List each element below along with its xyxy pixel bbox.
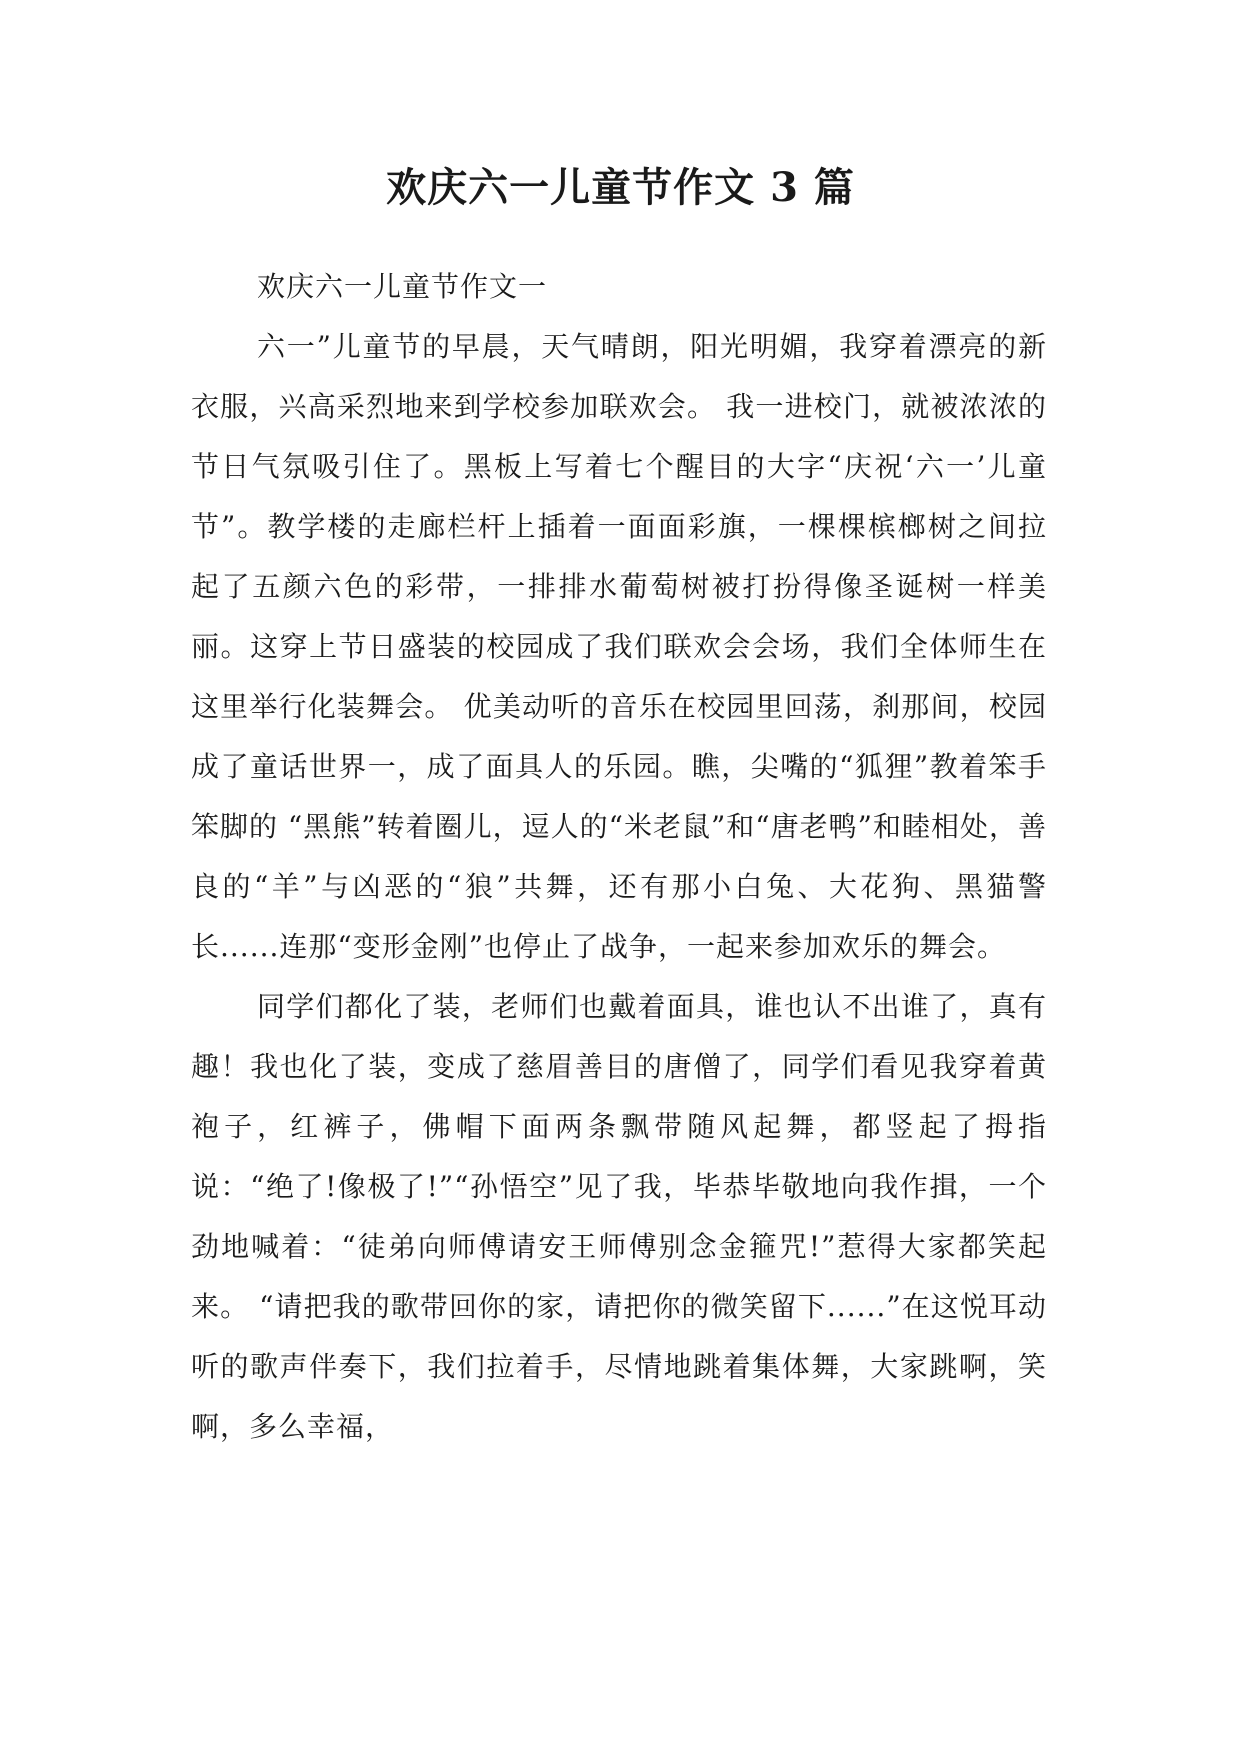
section-heading: 欢庆六一儿童节作文一 <box>257 270 548 303</box>
page-title: 欢庆六一儿童节作文 3 篇 <box>386 164 855 211</box>
paragraph-1: 六一”儿童节的早晨，天气晴朗，阳光明媚，我穿着漂亮的新衣服，兴高采烈地来到学校参加联欢会。 我一进校门，就被浓浓的节日气氛吸引住了。黑板上写着七个醒目的大字“庆祝‘六一’儿童节”。教学楼的走廊栏杆上插着一面面彩旗，一棵棵槟榔树之间拉起了五颜六色的彩带，一排排水葡萄树被打扮得像圣诞树一样美丽。这穿上节日盛装的校园成了我们联欢会会场，我们全体师生在这里举行化装舞会。 优美动听的音乐在校园里回荡，刹那间，校园成了童话世界一，成了面具人的乐园。瞧，尖嘴的“狐狸”教着笨手笨脚的 “黑熊”转着圈儿，逗人的“米老鼠”和“唐老鸭”和睦相处，善良的“羊”与凶恶的“狼”共舞，还有那小白兔、大花狗、黑猫警长......连那“变形金刚”也停止了战争，一起来参加欢乐的舞会。 <box>191 330 1047 963</box>
document-body <box>191 257 1047 1457</box>
paragraph-2: 同学们都化了装，老师们也戴着面具，谁也认不出谁了，真有趣！我也化了装，变成了慈眉善目的唐僧了，同学们看见我穿着黄袍子，红裤子，佛帽下面两条飘带随风起舞，都竖起了拇指说：“绝了!像极了!”“孙悟空”见了我，毕恭毕敬地向我作揖，一个劲地喊着：“徒弟向师傅请安王师傅别念金箍咒!”惹得大家都笑起来。 “请把我的歌带回你的家，请把你的微笑留下......”在这悦耳动听的歌声伴奏下，我们拉着手，尽情地跳着集体舞，大家跳啊，笑啊，多么幸福， <box>191 990 1047 1443</box>
